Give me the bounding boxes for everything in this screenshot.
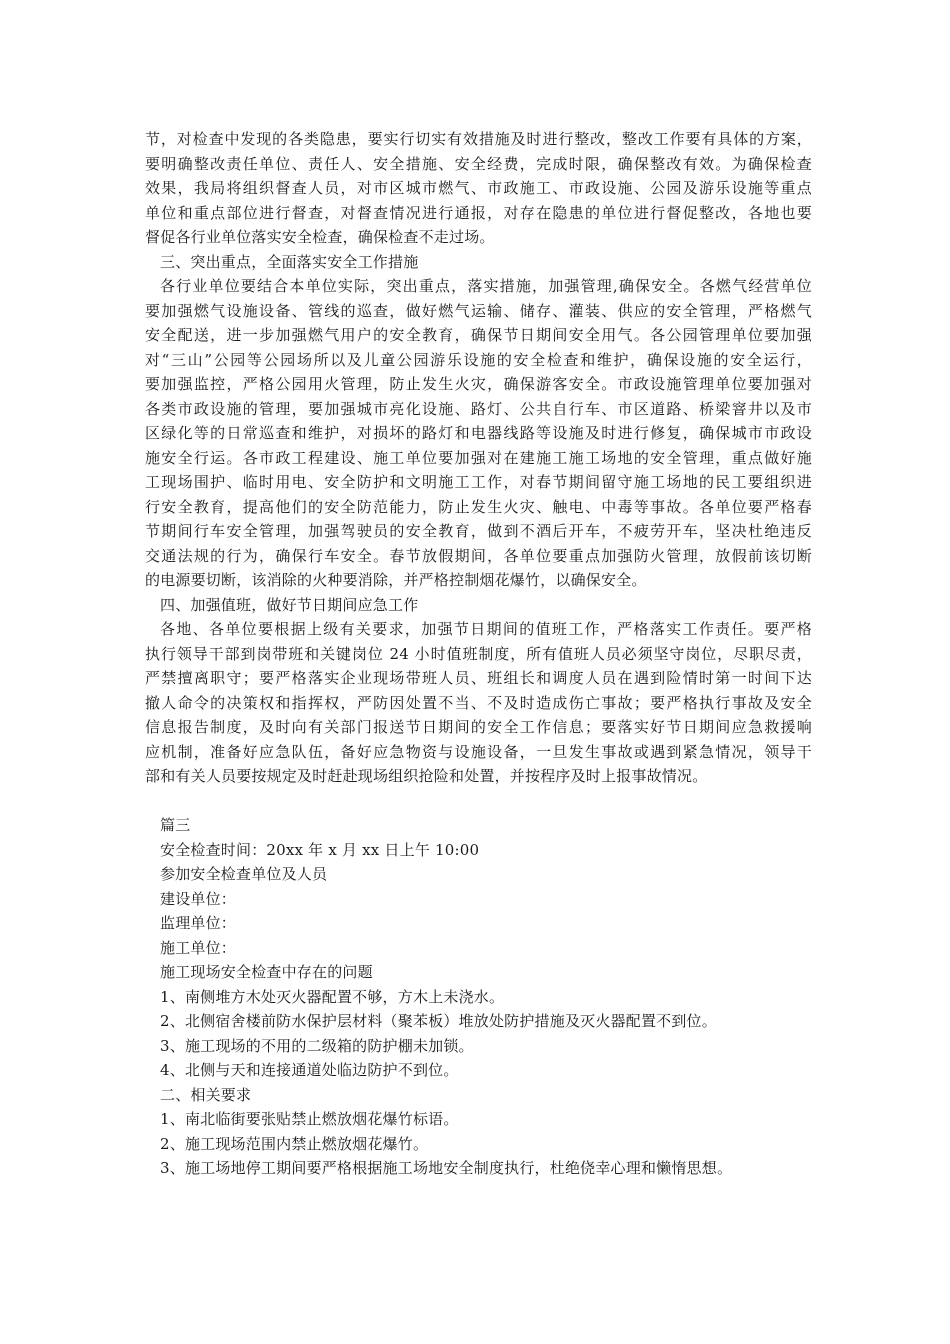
text-line: 交通法规的行为，确保行车安全。春节放假期间，各单位要重点加强防火管理，放假前该切断 xyxy=(145,546,812,565)
text-line: 要明确整改责任单位、责任人、安全措施、安全经费，完成时限，确保整改有效。为确保检查 xyxy=(145,154,812,173)
text-line: 3、施工场地停工期间要严格根据施工场地安全制度执行，杜绝侥幸心理和懒惰思想。 xyxy=(160,1159,733,1177)
text-line: 4、北侧与天和连接通道处临边防护不到位。 xyxy=(160,1061,459,1079)
text-line: 各行业单位要结合本单位实际，突出重点，落实措施，加强管理,确保安全。各燃气经营单位 xyxy=(160,277,812,295)
text-line: 1、南北临街要张贴禁止燃放烟花爆竹标语。 xyxy=(160,1110,459,1128)
text-line: 的电源要切断，该消除的火种要消除，并严格控制烟花爆竹，以确保安全。 xyxy=(145,571,647,589)
text-line: 施工单位： xyxy=(160,938,237,957)
text-line: 督促各行业单位落实安全检查，确保检查不走过场。 xyxy=(145,228,495,246)
text-line: 撤人命令的决策权和指挥权，严防因处置不当、不及时造成伤亡事故；要严格执行事故及安全 xyxy=(145,693,812,712)
text-line: 各地、各单位要根据上级有关要求，加强节日期间的值班工作，严格落实工作责任。要严格 xyxy=(160,620,812,638)
text-line: 效果，我局将组织督查人员，对市区城市燃气、市政施工、市政设施、公园及游乐设施等重点 xyxy=(145,179,812,197)
text-line: 节，对检查中发现的各类隐患，要实行切实有效措施及时进行整改，整改工作要有具体的方案， xyxy=(145,130,812,148)
text-line: 施工现场安全检查中存在的问题 xyxy=(160,963,373,981)
text-line: 施安全行运。各市政工程建设、施工单位要加强对在建施工施工场地的安全管理，重点做好施 xyxy=(145,448,812,467)
text-line: 参加安全检查单位及人员 xyxy=(160,865,328,883)
text-line: 四、加强值班，做好节日期间应急工作 xyxy=(160,595,419,614)
text-line: 3、施工现场的不用的二级箱的防护棚未加锁。 xyxy=(160,1036,474,1055)
text-line: 单位和重点部位进行督查，对督查情况进行通报，对存在隐患的单位进行督促整改，各地也要 xyxy=(145,203,812,222)
text-line: 1、南侧堆方木处灭火器配置不够，方木上未浇水。 xyxy=(160,987,505,1006)
text-line: 严禁擅离职守；要严格落实企业现场带班人员、班组长和调度人员在遇到险情时第一时间下达 xyxy=(145,669,812,687)
text-line: 要加强监控，严格公园用火管理，防止发生火灾，确保游客安全。市政设施管理单位要加强对 xyxy=(145,375,812,393)
text-line: 执行领导干部到岗带班和关键岗位 24 小时值班制度，所有值班人员必须坚守岗位，尽职尽责， xyxy=(145,644,812,663)
text-line: 2、施工现场范围内禁止燃放烟花爆竹。 xyxy=(160,1134,429,1153)
text-line: 二、相关要求 xyxy=(160,1085,252,1104)
text-line: 安全配送，进一步加强燃气用户的安全教育，确保节日期间安全用气。各公园管理单位要加强 xyxy=(145,326,812,344)
text-line: 建设单位： xyxy=(160,889,237,908)
section-gap xyxy=(145,789,812,814)
section-pian-san xyxy=(145,813,812,1181)
text-line: 要加强燃气设施设备、管线的巡查，做好燃气运输、储存、灌装、供应的安全管理，严格燃气 xyxy=(145,301,812,320)
text-line: 三、突出重点，全面落实安全工作措施 xyxy=(160,252,419,271)
text-line: 监理单位： xyxy=(160,914,237,932)
text-line: 安全检查时间：20xx 年 x 月 xx 日上午 10:00 xyxy=(160,840,480,859)
text-line: 部和有关人员要按规定及时赶赴现场组织抢险和处置，并按程序及时上报事故情况。 xyxy=(145,767,708,785)
text-line: 对“三山”公园等公园场所以及儿童公园游乐设施的安全检查和维护，确保设施的安全运行， xyxy=(145,350,812,369)
text-line: 节期间行车安全管理，加强驾驶员的安全教育，做到不酒后开车，不疲劳开车，坚决杜绝违反 xyxy=(145,522,812,540)
section-heading: 篇三 xyxy=(160,816,191,834)
section-continuation xyxy=(145,127,812,789)
text-line: 应机制，准备好应急队伍，备好应急物资与设施设备，一旦发生事故或遇到紧急情况，领导干 xyxy=(145,742,812,761)
text-line: 信息报告制度，及时向有关部门报送节日期间的安全工作信息；要落实好节日期间应急救援响 xyxy=(145,718,812,736)
text-line: 区绿化等的日常巡查和维护，对损坏的路灯和电器线路等设施及时进行修复，确保城市市政设 xyxy=(145,424,812,442)
text-line: 工现场围护、临时用电、安全防护和文明施工工作，对春节期间留守施工场地的民工要组织进 xyxy=(145,473,812,491)
text-line: 行安全教育，提高他们的安全防范能力，防止发生火灾、触电、中毒等事故。各单位要严格春 xyxy=(145,497,812,516)
document-body xyxy=(145,127,812,1181)
text-line: 各类市政设施的管理，要加强城市亮化设施、路灯、公共自行车、市区道路、桥梁窨井以及市 xyxy=(145,399,812,418)
text-line: 2、北侧宿舍楼前防水保护层材料（聚苯板）堆放处防护措施及灭火器配置不到位。 xyxy=(160,1012,717,1030)
